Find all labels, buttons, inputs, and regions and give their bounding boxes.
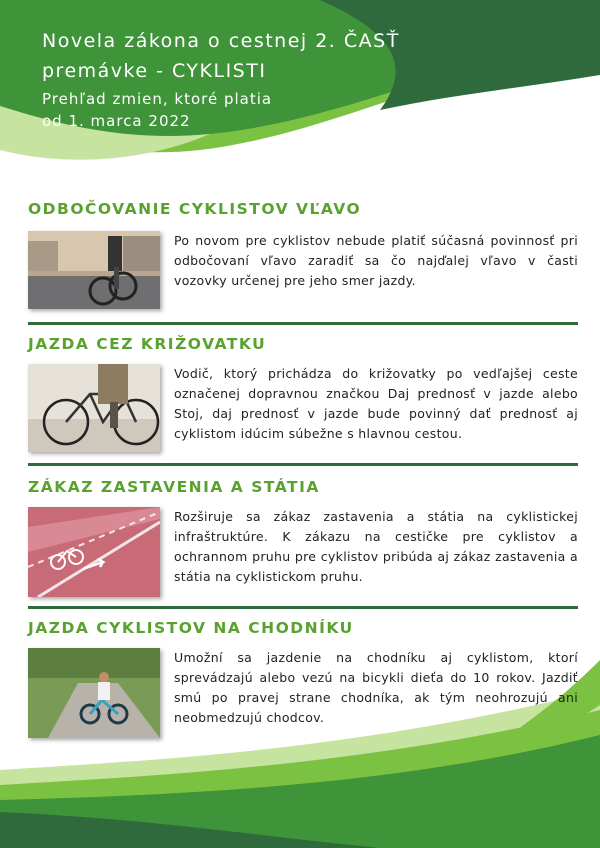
section-intersection — [28, 334, 578, 442]
cyclist-street-photo — [28, 231, 160, 309]
bike-lane-photo — [28, 507, 160, 597]
section-title: JAZDA CYKLISTOV NA CHODNÍKU — [28, 619, 354, 637]
section-left-turn — [28, 199, 578, 309]
section-divider — [28, 463, 578, 466]
section-no-parking — [28, 477, 578, 585]
section-text: Vodič, ktorý prichádza do križovatky po vedľajšej ceste označenej dopravnou značkou Daj prednosť v jazde alebo Stoj, daj prednosť v jazde bude povinný dať prednosť aj cyklistom idúcim súbežne s hlavnou cestou. — [174, 366, 578, 441]
section-title: JAZDA CEZ KRIŽOVATKU — [28, 335, 267, 353]
section-title: ODBOČOVANIE CYKLISTOV VĽAVO — [28, 200, 362, 218]
header — [42, 26, 400, 132]
subtitle-line-2: od 1. marca 2022 — [42, 112, 191, 130]
section-text: Rozširuje sa zákaz zastavenia a státia na cyklistickej infraštruktúre. K zákazu na cestičke pre cyklistov a ochrannom pruhu pre cyklistov pribúda aj zákaz zastavenia a státia na cyklistickom pruhu. — [174, 509, 578, 584]
title-line-2: premávke - CYKLISTI — [42, 60, 267, 82]
section-divider — [28, 322, 578, 325]
section-divider — [28, 606, 578, 609]
bicycle-photo — [28, 364, 160, 452]
section-title: ZÁKAZ ZASTAVENIA A STÁTIA — [28, 478, 320, 496]
section-text: Umožní sa jazdenie na chodníku aj cyklistom, ktorí sprevádzajú alebo vezú na bicykli dieťa do 10 rokov. Jazdiť smú po pravej strane chodníka, ak tým neohrozujú ani neobmedzujú chodcov. — [174, 650, 578, 725]
child-cyclist-photo — [28, 648, 160, 738]
section-text: Po novom pre cyklistov nebude platiť súčasná povinnosť pri odbočovaní vľavo zaradiť sa čo najďalej vľavo v časti vozovky určenej pre jeho smer jazdy. — [174, 233, 578, 288]
section-sidewalk — [28, 618, 578, 726]
title-line-1: Novela zákona o cestnej 2. ČASŤ — [42, 30, 400, 52]
subtitle-line-1: Prehľad zmien, ktoré platia — [42, 90, 273, 108]
